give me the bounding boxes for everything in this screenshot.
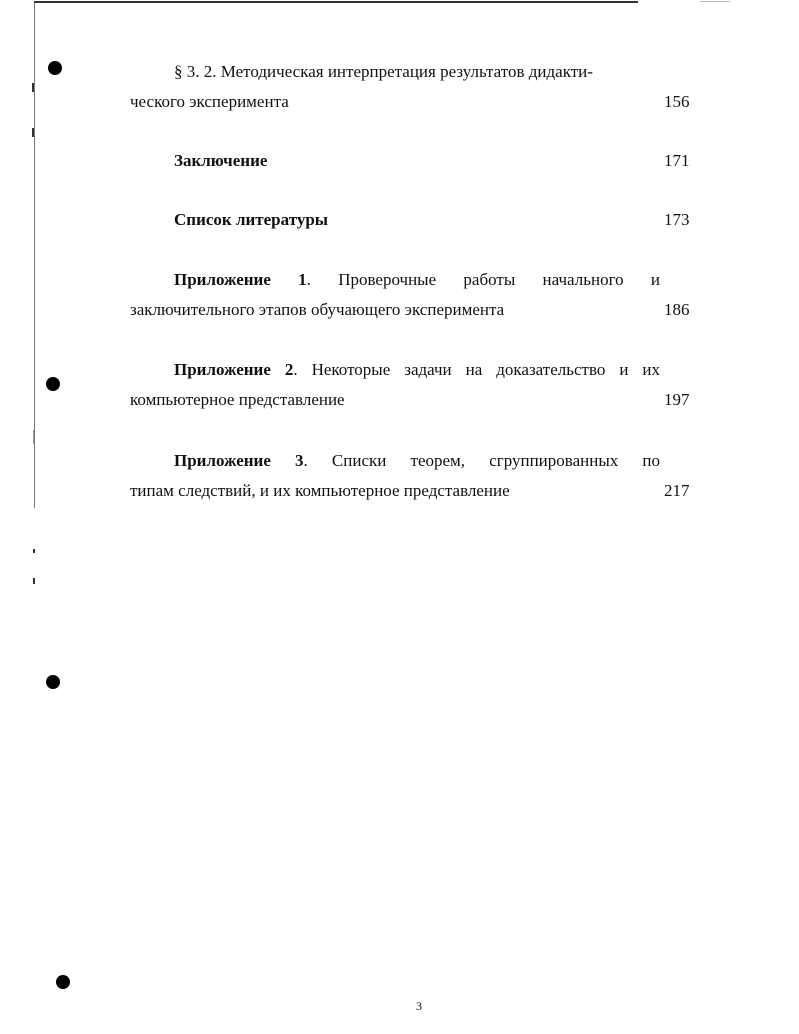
scan-left-rule <box>34 3 35 508</box>
scan-mark <box>32 83 34 92</box>
punch-hole-4 <box>56 975 70 989</box>
scan-mark <box>33 578 35 584</box>
scan-top-rule <box>34 1 638 3</box>
toc-entry-3-2-line2: ческого эксперимента <box>130 92 289 111</box>
toc-entry-appendix-1-label: Приложение 1 <box>174 270 307 289</box>
toc-entry-3-2-line1: § 3. 2. Методическая интерпретация результатов дидакти- <box>174 62 593 81</box>
scan-mark <box>33 549 35 553</box>
punch-hole-2 <box>46 377 60 391</box>
toc-entry-appendix-2-title: . Некоторые задачи на доказательство и их <box>293 360 661 379</box>
toc-entry-appendix-3-label: Приложение 3 <box>174 451 304 470</box>
scan-top-rule-tail <box>700 1 730 2</box>
toc-entry-conclusion-title: Заключение <box>174 151 268 170</box>
toc-entry-appendix-3-line2: типам следствий, и их компьютерное представление <box>130 481 510 500</box>
toc-entry-bibliography <box>174 210 624 230</box>
toc-entry-appendix-2-line1 <box>130 360 660 380</box>
toc-entry-appendix-1-title: . Проверочные работы начального и <box>306 270 661 289</box>
toc-entry-3-2-page: 156 <box>664 92 690 111</box>
toc-entry-appendix-1-page: 186 <box>664 300 690 319</box>
scan-mark <box>33 430 34 444</box>
toc-entry-appendix-2-page: 197 <box>664 390 690 409</box>
toc-entry-appendix-3-line1 <box>130 451 660 471</box>
scan-mark <box>32 128 34 137</box>
toc-entry-conclusion <box>174 151 624 171</box>
toc-entry-bibliography-title: Список литературы <box>174 210 329 229</box>
toc-entry-appendix-2-line2: компьютерное представление <box>130 390 345 409</box>
toc-entry-appendix-3-title: . Списки теорем, сгруппированных по <box>303 451 660 470</box>
punch-hole-3 <box>46 675 60 689</box>
toc-entry-appendix-3-page: 217 <box>664 481 690 500</box>
toc-entry-bibliography-page: 173 <box>664 210 690 229</box>
toc-entry-appendix-2-label: Приложение 2 <box>174 360 294 379</box>
toc-entry-appendix-1-line1 <box>130 270 660 290</box>
toc-entry-conclusion-page: 171 <box>664 151 690 170</box>
page-number: 3 <box>416 999 422 1013</box>
punch-hole-1 <box>48 61 62 75</box>
toc-entry-appendix-1-line2: заключительного этапов обучающего эксперимента <box>130 300 505 319</box>
